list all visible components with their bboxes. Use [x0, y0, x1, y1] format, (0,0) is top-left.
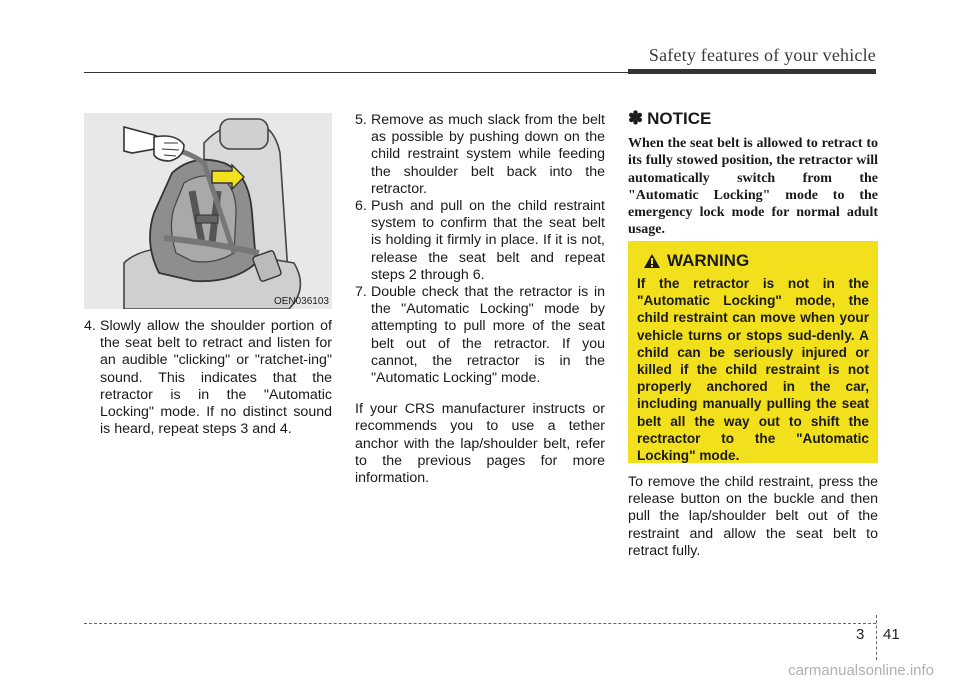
- notice-mark-icon: ✽: [628, 108, 644, 128]
- chest-clip: [196, 215, 218, 223]
- column-1: [84, 318, 332, 438]
- watermark: carmanualsonline.info: [788, 662, 934, 679]
- hand: [154, 136, 184, 161]
- column-2: [355, 112, 605, 487]
- running-head: Safety features of your vehicle: [648, 45, 876, 65]
- warning-heading: [643, 251, 869, 271]
- step-text: Remove as much slack from the belt as possible by pushing down on the child restraint system while feeding the shoulder belt back into the retractor.: [371, 112, 605, 197]
- step-number: 5.: [355, 112, 367, 128]
- footer-rule: [84, 623, 876, 624]
- step-item: [355, 198, 605, 284]
- step-number: 7.: [355, 284, 367, 301]
- remove-restraint-paragraph: To remove the child restraint, press the release button on the buckle and then pull the lap/shoulder belt out of the restraint and allow the seat belt to retract fully.: [628, 474, 878, 559]
- step-number: 4.: [84, 318, 96, 334]
- notice-title: NOTICE: [647, 109, 712, 128]
- step-item: [84, 318, 332, 438]
- notice-heading: [628, 110, 878, 127]
- warning-box: [628, 241, 878, 463]
- figure-code: OEN036103: [273, 296, 329, 307]
- chapter-number: 3: [856, 626, 865, 643]
- warning-triangle-icon: [643, 253, 661, 269]
- step-item: [355, 284, 605, 387]
- page-number: 41: [883, 626, 900, 643]
- tether-paragraph: If your CRS manufacturer instructs or recommends you to use a tether anchor with the lap/shoulder belt, refer to the previous pages for more information.: [355, 401, 605, 487]
- step-text: Double check that the retractor is in the "Automatic Locking" mode by attempting to pull more of the seat belt out of the retractor. If you cannot, the retractor is in the "Automatic Locking" mode.: [371, 284, 605, 387]
- headrest: [220, 119, 268, 149]
- notice-body: When the seat belt is allowed to retract to its fully stowed position, the retractor will automatically switch from the "Automatic Locking" mode to the emergency lock mode for normal adult usage.: [628, 136, 878, 238]
- header-rule-accent: [628, 69, 876, 74]
- step-text: Slowly allow the shoulder portion of the seat belt to retract and listen for an audible "clicking" or "ratchet-ing" sound. This indicates that the retractor is in the "Automatic Locking" mode. If no distinct sound is heard, repeat steps 3 and 4.: [100, 318, 332, 438]
- page-separator: [876, 615, 877, 660]
- column-3: [628, 110, 878, 238]
- warning-body: If the retractor is not in the "Automatic Locking" mode, the child restraint can move when your vehicle turns or stops sud-denly. A child can be seriously injured or killed if the child restraint is not properly anchored in the car, including manually pulling the seat belt all the way out to shift the rectractor to the "Automatic Locking" mode.: [637, 276, 869, 464]
- step-number: 6.: [355, 198, 367, 215]
- step-text: Push and pull on the child restraint system to confirm that the seat belt is holding it firmly in place. If it is not, release the seat belt and repeat steps 2 through 6.: [371, 198, 605, 283]
- child-seat-illustration: [84, 113, 332, 309]
- child-seat-drawing: [84, 113, 332, 309]
- warning-title: WARNING: [667, 251, 750, 270]
- step-item: [355, 112, 605, 198]
